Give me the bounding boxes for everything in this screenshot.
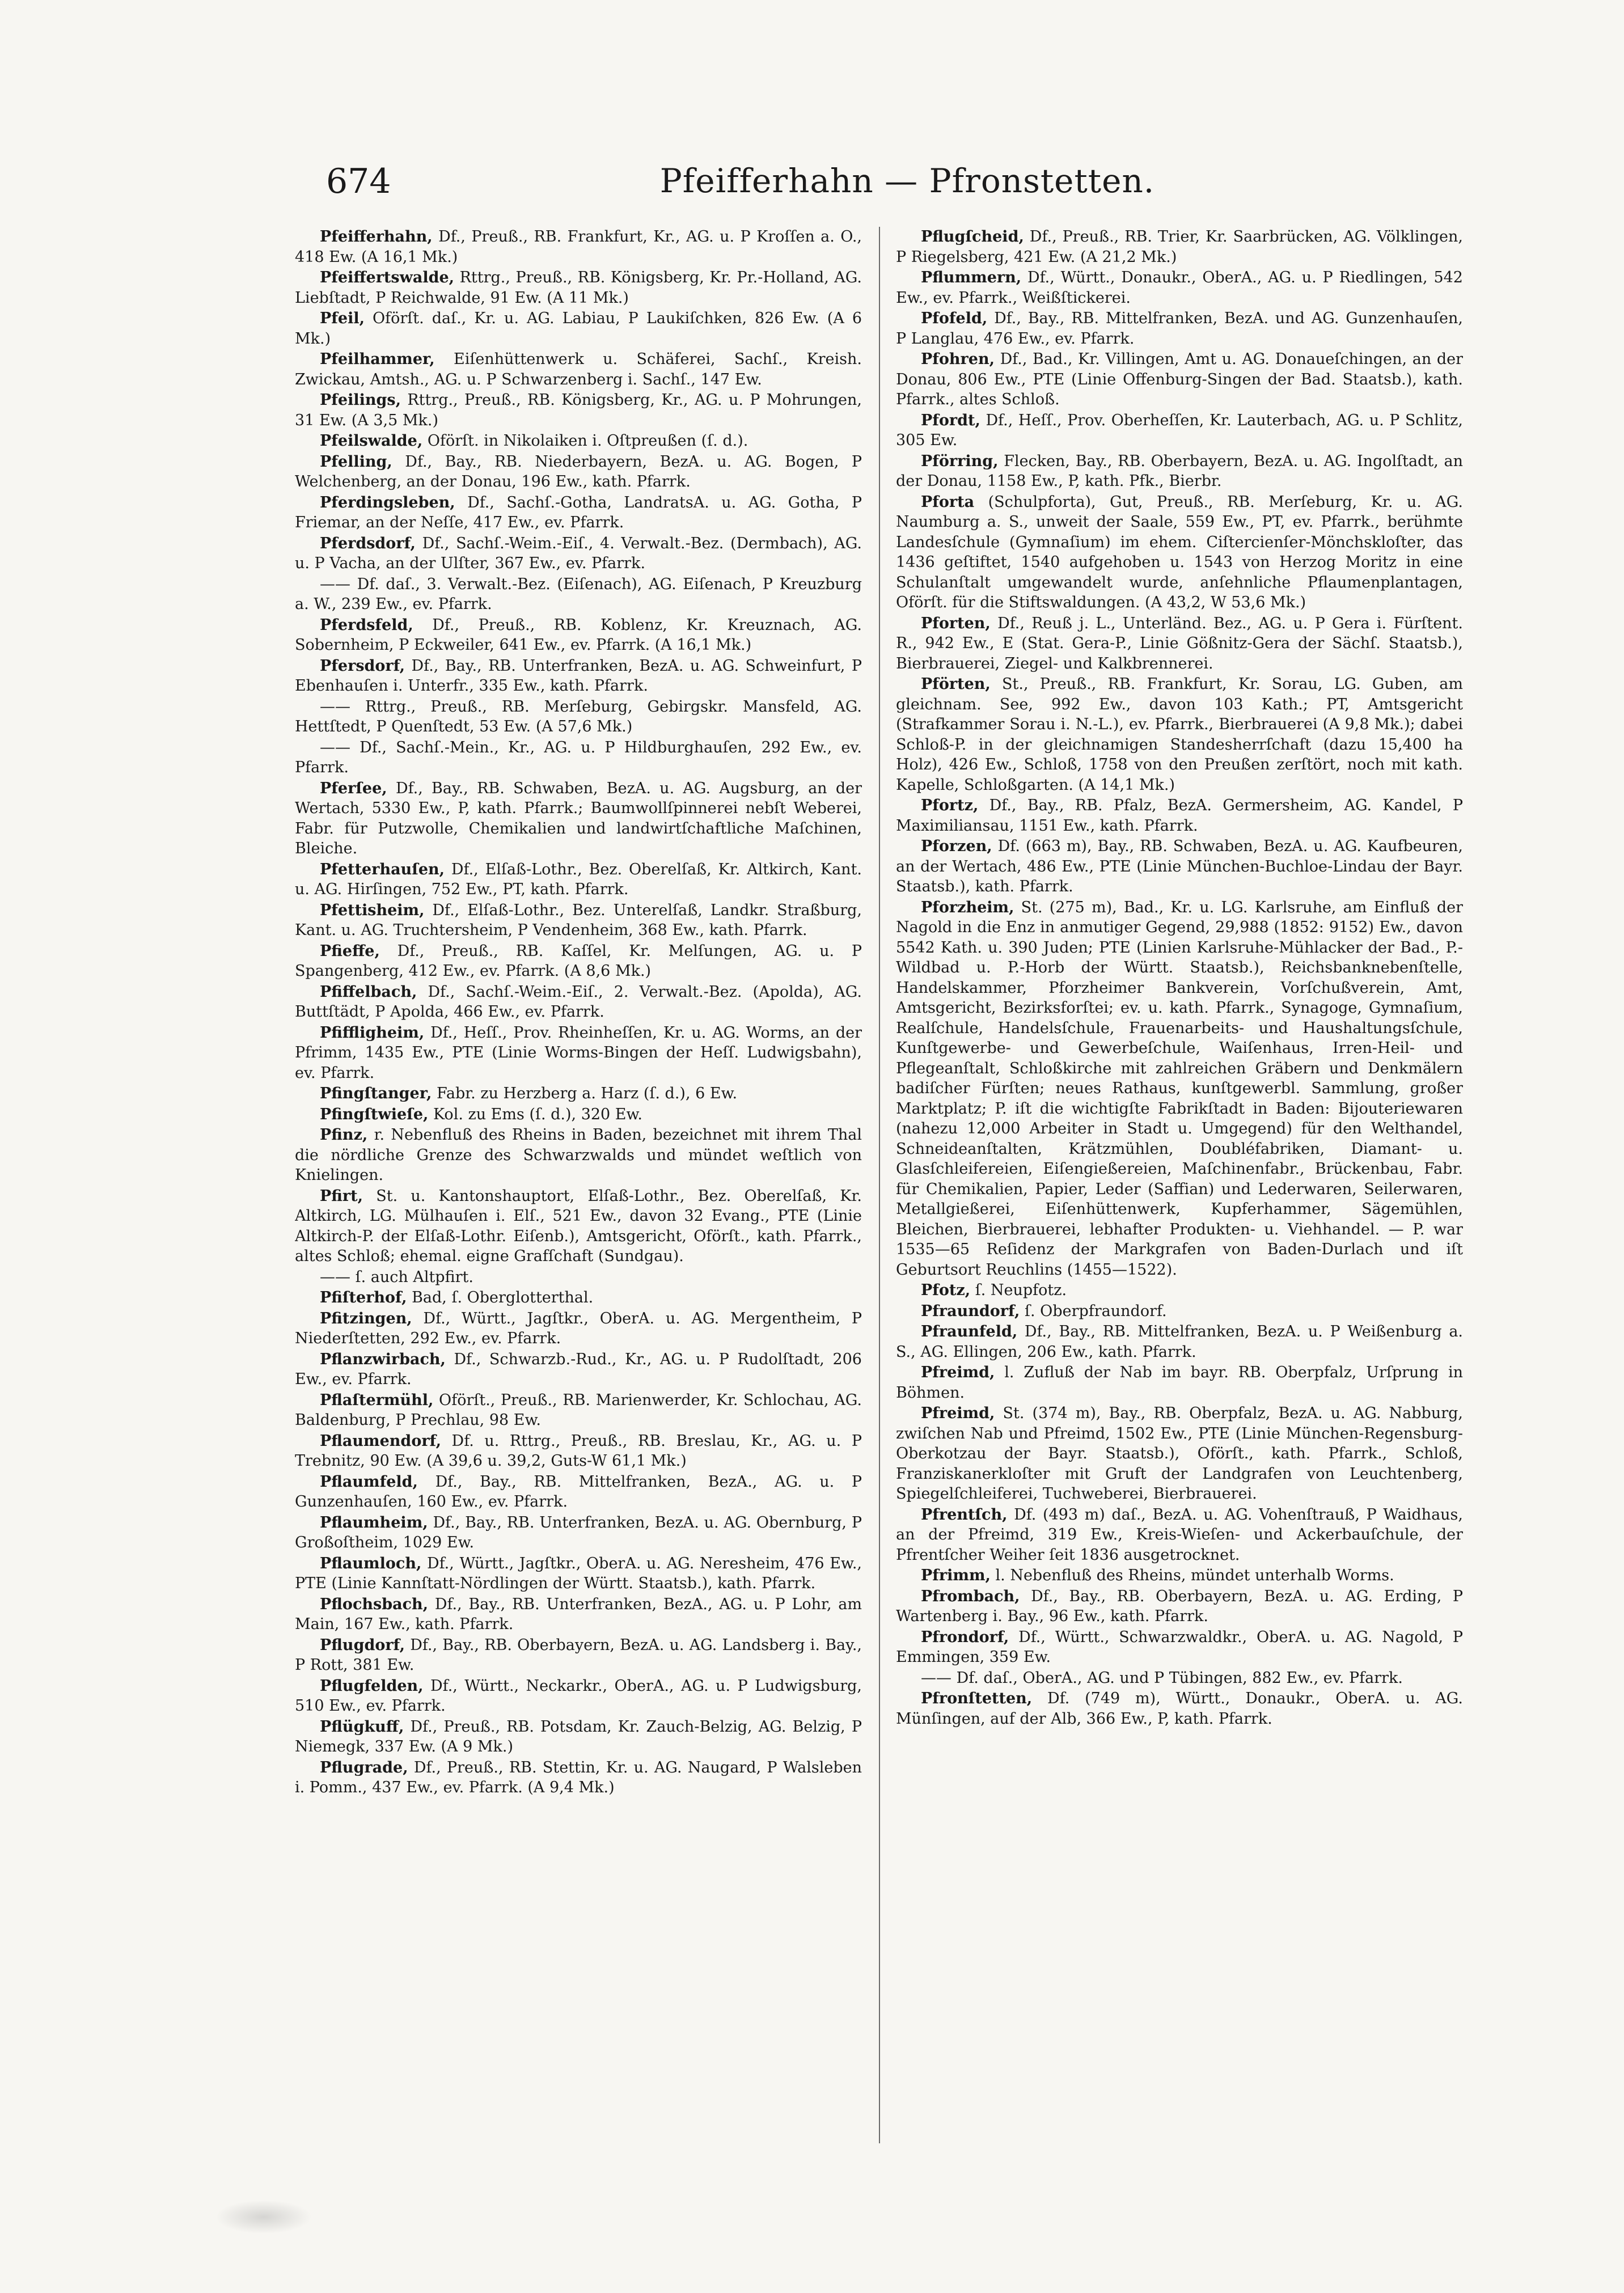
entry-text: Df. (663 m), Bay., RB. Schwaben, BezA. u. AG. Kaufbeuren, an der Wertach, 486 Ew., PTE (Linie München-Buchloe-Lindau der Bayr. Staatsb.), kath. Pfarrk. xyxy=(896,837,1463,895)
entry xyxy=(295,1267,862,1288)
entry xyxy=(295,1390,862,1431)
entry-headword: Pfraundorf, xyxy=(921,1302,1020,1320)
entry-headword: Pferſee, xyxy=(320,779,387,797)
entry-text: Df., Bay., RB. Unterfranken, BezA. u. AG. Schweinfurt, P Ebenhauſen i. Unterfr., 335 Ew., kath. Pfarrk. xyxy=(295,657,862,695)
entry-headword: Pfeiffertswalde, xyxy=(320,269,455,286)
entry-text: Flecken, Bay., RB. Oberbayern, BezA. u. AG. Ingolſtadt, an der Donau, 1158 Ew., P, kath. Pfk., Bierbr. xyxy=(896,452,1463,490)
entry xyxy=(295,941,862,981)
entry-text: Df., Bay., RB. Unterfranken, BezA., AG. u. P Lohr, am Main, 167 Ew., kath. Pfarrk. xyxy=(295,1595,862,1633)
entry-text: Oförſt. in Nikolaiken i. Oſtpreußen (ſ. d.). xyxy=(422,432,748,450)
entry-text: ſ. Oberpfraundorf. xyxy=(1020,1302,1167,1320)
entry-text: Df., Bay., RB. Schwaben, BezA. u. AG. Augsburg, an der Wertach, 5330 Ew., P, kath. Pfarrk.; Baumwollſpinnerei nebſt Weberei, Fabr. für Putzwolle, Chemikalien und landwirtſchaftliche Maſchinen, Bleiche. xyxy=(295,779,862,857)
entry xyxy=(896,1587,1463,1627)
entry-text: Df., Preuß., RB. Potsdam, Kr. Zauch-Belzig, AG. Belzig, P Niemegk, 337 Ew. (A 9 Mk.) xyxy=(295,1717,862,1755)
entry-headword: Pfeilhammer, xyxy=(320,350,435,368)
entry xyxy=(295,574,862,615)
entry-headword: Pfrombach, xyxy=(921,1587,1020,1605)
entry-text: Df. u. Rttrg., Preuß., RB. Breslau, Kr., AG. u. P Trebnitz, 90 Ew. (A 39,6 u. 39,2, Guts-W 61,1 Mk.) xyxy=(295,1432,862,1470)
entry-text: Df., Württ., Jagſtkr., OberA. u. AG. Neresheim, 476 Ew., PTE (Linie Kannſtatt-Nördlingen der Württ. Staatsb.), kath. Pfarrk. xyxy=(295,1554,862,1592)
entry-text: St. (374 m), Bay., RB. Oberpfalz, BezA. u. AG. Nabburg, zwiſchen Nab und Pfreimd, 1502 Ew., PTE (Linie München-Regensburg-Oberkotzau der Bayr. Staatsb.), Oförſt., kath. Pfarrk., Schloß, Franziskanerkloſter mit Gruft der Landgrafen von Leuchtenberg, Spiegelſchleiferei, Tuchweberei, Bierbrauerei. xyxy=(896,1404,1463,1503)
entry-text: Kol. zu Ems (ſ. d.), 320 Ew. xyxy=(428,1105,643,1123)
entry-headword: Pfreimd, xyxy=(921,1364,995,1381)
entry-headword: Pfinz, xyxy=(320,1126,368,1144)
left-column xyxy=(295,227,862,2143)
entry-headword: Pforta xyxy=(921,493,975,511)
entry-headword: Pfohren, xyxy=(921,350,995,368)
entry xyxy=(295,1084,862,1104)
entry-headword: Pfordt, xyxy=(921,411,980,429)
entry xyxy=(295,1676,862,1716)
entry xyxy=(295,452,862,492)
entry xyxy=(295,1472,862,1512)
entry-text: Df., Preuß., RB. Frankfurt, Kr., AG. u. P Kroſſen a. O., 418 Ew. (A 16,1 Mk.) xyxy=(295,228,862,266)
entry-headword: Pfieffe, xyxy=(320,942,380,960)
entry-text: St. (275 m), Bad., Kr. u. LG. Karlsruhe, am Einfluß der Nagold in die Enz in anmutiger Gegend, 29,988 (1852: 9152) Ew., davon 5542 Kath. u. 390 Juden; PTE (Linien Karlsruhe-Mühlacker der Bad., P.-Wildbad u. P.-Horb der Württ. Staatsb.), Reichsbanknebenſtelle, Handelskammer, Pforzheimer Bankverein, Vorſchußverein, Amt, Amtsgericht, Bezirksforſtei; ev. u. kath. Pfarrk., Synagoge, Gymnaſium, Realſchule, Handelsſchule, Frauenarbeits- und Haushaltungsſchule, Kunſtgewerbe- und Gewerbeſchule, Waiſenhaus, Irren-Heil- und Pflegeanſtalt, Schloßkirche mit zahlreichen Gräbern und Denkmälern badiſcher Fürſten; neues Rathaus, kunſtgewerbl. Sammlung, großer Marktplatz; P. iſt die wichtigſte Fabrikſtadt in Baden: Bijouteriewaren (nahezu 12,000 Arbeiter in Stadt u. Umgegend) für den Welthandel, Schneideanſtalten, Krätzmühlen, Doubléfabriken, Diamant- u. Glasſchleifereien, Eiſengießereien, Maſchinenfabr., Brückenbau, Fabr. für Chemikalien, Papier, Leder (Saffian) und Lederwaren, Seilerwaren, Metallgießerei, Eiſenhüttenwerk, Kupferhammer, Sägemühlen, Bleichen, Bierbrauerei, lebhafter Produkten- u. Viehhandel. — P. war 1535—65 Reſidenz der Markgrafen von Baden-Durlach und iſt Geburtsort Reuchlins (1455—1522). xyxy=(896,898,1463,1279)
entry xyxy=(295,1554,862,1594)
entry-headword: Pfiſterhof, xyxy=(320,1289,407,1306)
entry-text: l. Zufluß der Nab im bayr. RB. Oberpfalz, Urſprung in Böhmen. xyxy=(896,1364,1463,1402)
entry xyxy=(295,656,862,696)
entry-headword: Pfetterhauſen, xyxy=(320,860,445,878)
entry-text: Df., Bad., Kr. Villingen, Amt u. AG. Donaueſchingen, an der Donau, 806 Ew., PTE (Linie Offenburg-Singen der Bad. Staatsb.), kath. Pfarrk., altes Schloß. xyxy=(896,350,1463,408)
entry xyxy=(295,227,862,267)
entry-text: r. Nebenfluß des Rheins in Baden, bezeichnet mit ihrem Thal die nördliche Grenze des Schwarzwalds und mündet weſtlich von Knielingen. xyxy=(295,1126,862,1184)
entry xyxy=(295,1635,862,1676)
entry xyxy=(295,308,862,349)
entry-headword: Pflaſtermühl, xyxy=(320,1391,434,1409)
entry xyxy=(295,1186,862,1267)
entry xyxy=(295,738,862,778)
entry-text: St., Preuß., RB. Frankfurt, Kr. Sorau, LG. Guben, am gleichnam. See, 992 Ew., davon 103 Kath.; PT, Amtsgericht (Strafkammer Sorau i. N.-L.), ev. Pfarrk., Bierbrauerei (A 9,8 Mk.); dabei Schloß-P. in der gleichnamigen Standesherrſchaft (dazu 15,400 ha Holz), 426 Ew., Schloß, 1758 von den Preußen zerſtört, noch mit kath. Kapelle, Schloßgarten. (A 14,1 Mk.) xyxy=(896,675,1463,794)
entry-headword: Pflummern, xyxy=(921,269,1022,286)
entry xyxy=(896,1668,1463,1689)
entry-headword: Pfirt, xyxy=(320,1187,363,1205)
entry-text: Df., Bay., RB. Oberbayern, BezA. u. AG. Landsberg i. Bay., P Rott, 381 Ew. xyxy=(295,1636,862,1674)
entry-text: Fabr. zu Herzberg a. Harz (ſ. d.), 6 Ew. xyxy=(432,1085,738,1102)
entry xyxy=(295,1309,862,1349)
entry xyxy=(295,779,862,859)
right-column xyxy=(896,227,1463,2143)
entry xyxy=(896,836,1463,897)
entry-text: Rttrg., Preuß., RB. Königsberg, Kr., AG. u. P Mohrungen, 31 Ew. (A 3,5 Mk.) xyxy=(295,391,862,429)
entry-headword: Pfingſtanger, xyxy=(320,1085,432,1102)
entry-text: Df., Preuß., RB. Trier, Kr. Saarbrücken, AG. Völklingen, P Riegelsberg, 421 Ew. (A 21,2 Mk.) xyxy=(896,228,1463,266)
entry-headword: Pflochsbach, xyxy=(320,1595,429,1613)
entry-text: Df., Bay., RB. Pfalz, BezA. Germersheim, AG. Kandel, P Maximiliansau, 1151 Ew., kath. Pfarrk. xyxy=(896,797,1463,835)
entry xyxy=(295,493,862,533)
entry xyxy=(896,1280,1463,1301)
dictionary-body xyxy=(295,227,1463,2143)
entry-text: Df., Württ., Neckarkr., OberA., AG. u. P Ludwigsburg, 510 Ew., ev. Pfarrk. xyxy=(295,1677,862,1715)
entry xyxy=(896,796,1463,836)
entry-text: Df., Preuß., RB. Koblenz, Kr. Kreuznach, AG. Sobernheim, P Eckweiler, 641 Ew., ev. Pfarrk. (A 16,1 Mk.) xyxy=(295,616,862,654)
entry xyxy=(295,1125,862,1186)
entry xyxy=(896,1363,1463,1403)
entry-headword: Pfeilings, xyxy=(320,391,401,409)
entry-headword: Pförten, xyxy=(921,675,991,693)
entry-text: Df., Reuß j. L., Unterländ. Bez., AG. u. P Gera i. Fürſtent. R., 942 Ew., E (Stat. Gera-P., Linie Gößnitz-Gera der Sächſ. Staatsb.), Bierbrauerei, Ziegel- und Kalkbrennerei. xyxy=(896,614,1463,672)
entry xyxy=(896,308,1463,349)
entry xyxy=(896,1689,1463,1729)
entry xyxy=(295,1717,862,1757)
entry-text: Df., Preuß., RB. Kaſſel, Kr. Melſungen, AG. u. P Spangenberg, 412 Ew., ev. Pfarrk. (A 8,6 Mk.) xyxy=(295,942,862,980)
entry xyxy=(896,492,1463,613)
entry-text: Df., Heſſ., Prov. Oberheſſen, Kr. Lauterbach, AG. u. P Schlitz, 305 Ew. xyxy=(896,411,1463,449)
entry-text: Df., Württ., Jagſtkr., OberA. u. AG. Mergentheim, P Niederſtetten, 292 Ew., ev. Pfarrk. xyxy=(295,1309,862,1347)
entry xyxy=(896,1566,1463,1586)
entry-headword: Pfitzingen, xyxy=(320,1309,412,1327)
entry-headword: Pfotz, xyxy=(921,1281,971,1299)
entry-text: Df., Württ., Schwarzwaldkr., OberA. u. AG. Nagold, P Emmingen, 359 Ew. xyxy=(896,1628,1463,1666)
entry-headword: Pfettisheim, xyxy=(320,901,425,919)
entry xyxy=(295,1431,862,1471)
entry xyxy=(295,431,862,451)
entry xyxy=(295,900,862,941)
entry-text: Df., Sachſ.-Gotha, LandratsA. u. AG. Gotha, P Friemar, an der Neſſe, 417 Ew., ev. Pfarrk. xyxy=(295,493,862,531)
entry xyxy=(295,1023,862,1084)
entry-text: (Schulpforta), Gut, Preuß., RB. Merſeburg, Kr. u. AG. Naumburg a. S., unweit der Saale, 559 Ew., PT, ev. Pfarrk., berühmte Landesſchule (Gymnaſium) im ehem. Ciſtercienſer-Mönchskloſter, das 1436 geſtiftet, 1540 aufgehoben u. 1543 von Herzog Moritz in eine Schulanſtalt umgewandelt wurde, anſehnliche Pflaumenplantagen, Oförſt. für die Stiftswaldungen. (A 43,2, W 53,6 Mk.) xyxy=(896,493,1463,611)
entry-text: —— Df. daſ., 3. Verwalt.-Bez. (Eiſenach), AG. Eiſenach, P Kreuzburg a. W., 239 Ew., ev. Pfarrk. xyxy=(295,575,862,613)
entry-headword: Pfrondorf, xyxy=(921,1628,1009,1646)
entry-headword: Pflaumfeld, xyxy=(320,1473,418,1491)
entry-text: St. u. Kantonshauptort, Elſaß-Lothr., Bez. Oberelſaß, Kr. Altkirch, LG. Mülhauſen i. Elſ., 521 Ew., davon 32 Evang., PTE (Linie Altkirch-P. der Elſaß-Lothr. Eiſenb.), Amtsgericht, Oförſt., kath. Pfarrk., altes Schloß; ehemal. eigne Grafſchaft (Sundgau). xyxy=(295,1187,862,1265)
entry-headword: Pfeil, xyxy=(320,310,365,327)
entry xyxy=(295,1513,862,1553)
entry-text: Df., Bay., RB. Mittelfranken, BezA. und AG. Gunzenhauſen, P Langlau, 476 Ew., ev. Pfarrk. xyxy=(896,310,1463,348)
entry xyxy=(896,1301,1463,1322)
entry xyxy=(295,1758,862,1798)
entry-headword: Pfeifferhahn, xyxy=(320,228,433,246)
entry-headword: Pforzen, xyxy=(921,837,992,855)
entry-text: Df., Sachſ.-Weim.-Eiſ., 2. Verwalt.-Bez. (Apolda), AG. Buttſtädt, P Apolda, 466 Ew., ev. Pfarrk. xyxy=(295,983,862,1021)
entry-headword: Pfrentſch, xyxy=(921,1505,1008,1524)
entry-text: Oförſt., Preuß., RB. Marienwerder, Kr. Schlochau, AG. Baldenburg, P Prechlau, 98 Ew. xyxy=(295,1391,862,1429)
entry-text: ſ. Neupfotz. xyxy=(970,1281,1067,1299)
running-title: Pfeifferhahn — Pfronstetten. xyxy=(659,162,1155,200)
entry-headword: Pfronſtetten, xyxy=(921,1690,1033,1707)
entry-headword: Pfelling, xyxy=(320,452,392,471)
entry-headword: Pforzheim, xyxy=(921,898,1014,916)
entry-text: l. Nebenfluß des Rheins, mündet unterhalb Worms. xyxy=(990,1567,1394,1584)
entry xyxy=(896,1627,1463,1668)
entry-text: Df., Bay., RB. Mittelfranken, BezA., AG. u. P Gunzenhauſen, 160 Ew., ev. Pfarrk. xyxy=(295,1473,862,1511)
entry xyxy=(295,1349,862,1390)
entry-headword: Pforten, xyxy=(921,614,991,632)
entry xyxy=(295,1288,862,1308)
entry-text: —— Df. daſ., OberA., AG. und P Tübingen, 882 Ew., ev. Pfarrk. xyxy=(921,1669,1403,1687)
entry xyxy=(896,349,1463,410)
entry-headword: Pfiffligheim, xyxy=(320,1023,425,1042)
entry-text: —— ſ. auch Altpfirt. xyxy=(320,1268,473,1286)
entry-text: Oförſt. daſ., Kr. u. AG. Labiau, P Laukiſchken, 826 Ew. (A 6 Mk.) xyxy=(295,310,862,348)
entry-headword: Pflugſcheid, xyxy=(921,228,1024,246)
entry xyxy=(295,534,862,574)
entry-headword: Pfreimd, xyxy=(921,1404,995,1422)
entry-headword: Pflaumheim, xyxy=(320,1513,428,1532)
entry-headword: Pfraunfeld, xyxy=(921,1323,1018,1340)
entry-headword: Pfiffelbach, xyxy=(320,983,417,1001)
entry-headword: Pfingſtwieſe, xyxy=(320,1105,429,1123)
entry-headword: Pflugfelden, xyxy=(320,1677,424,1695)
entry-text: Df., Heſſ., Prov. Rheinheſſen, Kr. u. AG. Worms, an der Pfrimm, 1435 Ew., PTE (Linie Worms-Bingen der Heſſ. Ludwigsbahn), ev. Pfarrk. xyxy=(295,1023,862,1082)
entry xyxy=(896,614,1463,674)
entry-headword: Pförring, xyxy=(921,452,999,470)
entry-headword: Pfeilswalde, xyxy=(320,432,423,450)
entry-text: Df., Elſaß-Lothr., Bez. Oberelſaß, Kr. Altkirch, Kant. u. AG. Hirſingen, 752 Ew., PT, kath. Pfarrk. xyxy=(295,860,862,898)
entry-text: Df. (749 m), Württ., Donaukr., OberA. u. AG. Münſingen, auf der Alb, 366 Ew., P, kath. Pfarrk. xyxy=(896,1690,1463,1728)
entry xyxy=(896,268,1463,308)
entry-text: Rttrg., Preuß., RB. Königsberg, Kr. Pr.-Holland, AG. Liebſtadt, P Reichwalde, 91 Ew. (A 11 Mk.) xyxy=(295,269,862,307)
entry-text: Df., Bay., RB. Mittelfranken, BezA. u. P Weißenburg a. S., AG. Ellingen, 206 Ew., kath. Pfarrk. xyxy=(896,1323,1463,1361)
entry-text: Df., Preuß., RB. Stettin, Kr. u. AG. Naugard, P Walsleben i. Pomm., 437 Ew., ev. Pfarrk. (A 9,4 Mk.) xyxy=(295,1758,862,1796)
entry-headword: Pfortz, xyxy=(921,797,979,814)
entry xyxy=(295,390,862,430)
entry-headword: Pflaumloch, xyxy=(320,1554,422,1572)
entry xyxy=(295,982,862,1022)
entry xyxy=(896,227,1463,267)
entry xyxy=(295,268,862,308)
entry-headword: Pfrimm, xyxy=(921,1567,991,1584)
entry-headword: Pfersdorf, xyxy=(320,657,405,675)
entry-text: Df. (493 m) daſ., BezA. u. AG. Vohenſtrauß, P Waidhaus, an der Pfreimd, 319 Ew., Kreis-Wieſen- und Ackerbauſchule, der Pfrentſcher Weiher ſeit 1836 ausgetrocknet. xyxy=(896,1505,1463,1564)
entry-text: Bad, ſ. Oberglotterthal. xyxy=(407,1289,594,1306)
entry-text: Eiſenhüttenwerk u. Schäferei, Sachſ., Kreish. Zwickau, Amtsh., AG. u. P Schwarzenberg i. Sachſ., 147 Ew. xyxy=(295,350,862,388)
entry-headword: Pflaumendorf, xyxy=(320,1432,441,1450)
entry xyxy=(295,697,862,737)
entry-text: —— Rttrg., Preuß., RB. Merſeburg, Gebirgskr. Mansfeld, AG. Hettſtedt, P Quenſtedt, 53 Ew. (A 57,6 Mk.) xyxy=(295,697,862,735)
entry-text: Df., Bay., RB. Oberbayern, BezA. u. AG. Erding, P Wartenberg i. Bay., 96 Ew., kath. Pfarrk. xyxy=(896,1587,1463,1625)
entry-text: Df., Bay., RB. Niederbayern, BezA. u. AG. Bogen, P Welchenberg, an der Donau, 196 Ew., kath. Pfarrk. xyxy=(295,452,862,490)
entry-headword: Pflanzwirbach, xyxy=(320,1350,446,1368)
paper-stain xyxy=(215,2200,312,2234)
entry xyxy=(896,898,1463,1280)
entry-text: —— Df., Sachſ.-Mein., Kr., AG. u. P Hildburghauſen, 292 Ew., ev. Pfarrk. xyxy=(295,738,862,776)
entry xyxy=(896,1403,1463,1504)
entry xyxy=(295,615,862,655)
entry-text: Df., Württ., Donaukr., OberA., AG. u. P Riedlingen, 542 Ew., ev. Pfarrk., Weißſtickerei. xyxy=(896,269,1463,307)
page-number: 674 xyxy=(326,162,391,201)
entry-text: Df., Sachſ.-Weim.-Eiſ., 4. Verwalt.-Bez. (Dermbach), AG. u. P Vacha, an der Ulſter, 367 Ew., ev. Pfarrk. xyxy=(295,534,862,572)
entry xyxy=(295,860,862,900)
entry-headword: Pferdsdorf, xyxy=(320,534,416,552)
entry-headword: Pflugdorf, xyxy=(320,1636,405,1654)
entry-headword: Pflugrade, xyxy=(320,1758,408,1776)
entry xyxy=(896,674,1463,795)
entry xyxy=(295,349,862,390)
entry-text: Df., Schwarzb.-Rud., Kr., AG. u. P Rudolſtadt, 206 Ew., ev. Pfarrk. xyxy=(295,1350,862,1388)
entry xyxy=(896,1505,1463,1566)
entry xyxy=(896,411,1463,451)
entry xyxy=(295,1105,862,1125)
entry-headword: Pflügkuff, xyxy=(320,1717,404,1736)
entry xyxy=(295,1594,862,1635)
entry-text: Df., Elſaß-Lothr., Bez. Unterelſaß, Landkr. Straßburg, Kant. u. AG. Truchtersheim, P Vendenheim, 368 Ew., kath. Pfarrk. xyxy=(295,901,862,939)
entry-headword: Pferdsfeld, xyxy=(320,616,413,634)
entry-text: Df., Bay., RB. Unterfranken, BezA. u. AG. Obernburg, P Großoſtheim, 1029 Ew. xyxy=(295,1513,862,1551)
entry xyxy=(896,451,1463,492)
entry xyxy=(896,1322,1463,1362)
entry-headword: Pferdingsleben, xyxy=(320,493,455,511)
entry-headword: Pfofeld, xyxy=(921,310,988,327)
